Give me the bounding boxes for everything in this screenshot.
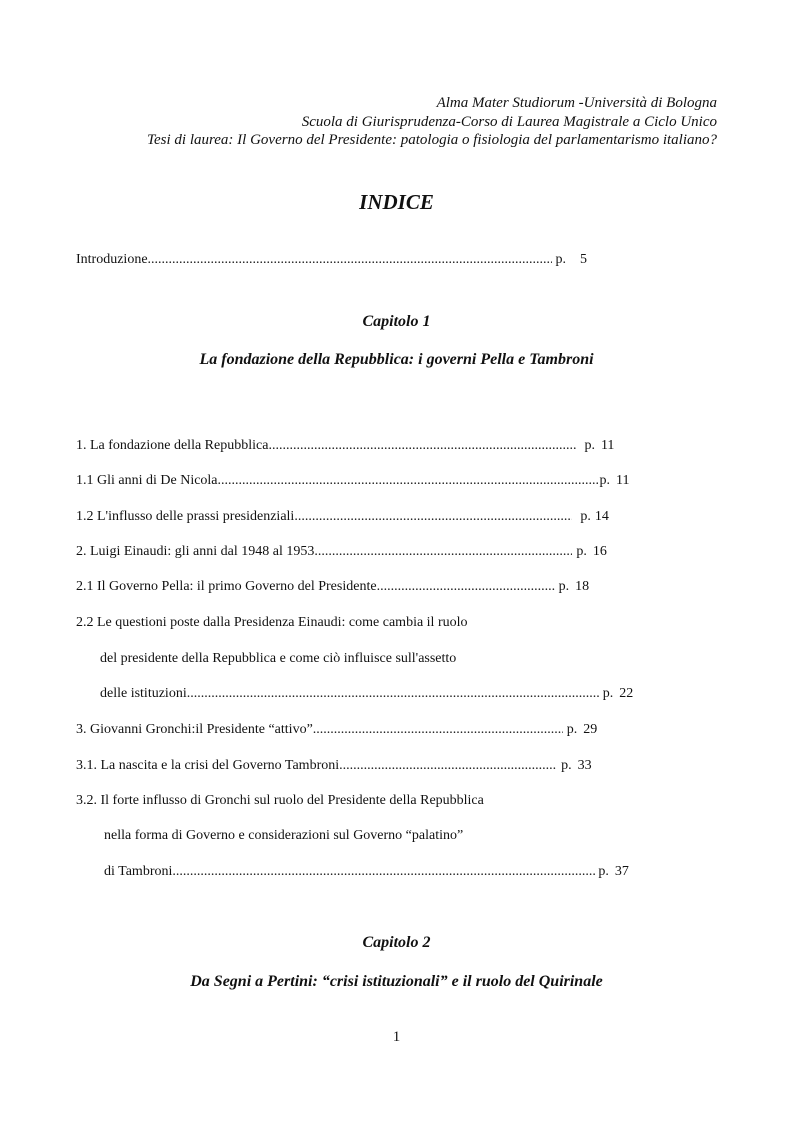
chapter-1-number: Capitolo 1	[362, 313, 431, 330]
toc-leader-dots	[218, 471, 598, 491]
toc-entry[interactable]	[104, 862, 664, 882]
toc-entry[interactable]	[100, 684, 666, 704]
toc-page-prefix: p.	[561, 758, 572, 773]
toc-page-prefix: p.	[598, 864, 609, 879]
page-number: 1	[392, 1029, 401, 1045]
toc-entry[interactable]	[76, 507, 666, 527]
toc-leader-dots	[377, 577, 555, 597]
toc-page-prefix: p.	[602, 686, 614, 701]
toc-page-number: 11	[600, 438, 615, 453]
toc-page-prefix: p.	[599, 473, 611, 488]
toc-leader-dots	[172, 862, 596, 882]
toc-page-prefix: p.	[555, 252, 567, 267]
header-school: Scuola di Giurisprudenza-Corso di Laurea Magistrale a Ciclo Unico	[301, 113, 717, 130]
document-header	[147, 94, 717, 150]
toc-entry-label: 1. La fondazione della Repubblica	[76, 438, 269, 453]
toc-entry-continued-line: del presidente della Repubblica e come ciò influisce sull'assetto	[100, 651, 457, 666]
toc-page-prefix: p.	[580, 509, 591, 524]
toc-entry[interactable]	[76, 756, 666, 776]
toc-page-number: 33	[577, 758, 592, 773]
chapter-1-title: La fondazione della Repubblica: i governi Pella e Tambroni	[199, 351, 594, 368]
toc-entry[interactable]	[76, 577, 666, 597]
toc-entry-label: 1.1 Gli anni di De Nicola	[76, 473, 218, 488]
chapter-2-number: Capitolo 2	[362, 934, 431, 951]
toc-entry[interactable]	[76, 471, 671, 491]
toc-entry-continued-line: 3.2. Il forte influsso di Gronchi sul ruolo del Presidente della Repubblica	[76, 793, 484, 808]
toc-page-number: 37	[614, 864, 629, 879]
toc-entry[interactable]	[76, 436, 666, 456]
header-university: Alma Mater Studiorum -Università di Bologna	[436, 95, 717, 111]
index-title: INDICE	[359, 190, 434, 214]
toc-leader-dots	[339, 756, 557, 776]
toc-entry-label: di Tambroni	[104, 864, 173, 879]
toc-entry-label: 2.1 Il Governo Pella: il primo Governo del Presidente	[76, 579, 377, 594]
toc-entry-label: 2. Luigi Einaudi: gli anni dal 1948 al 1953	[76, 544, 315, 559]
toc-entry-label: 3. Giovanni Gronchi:il Presidente “attivo”	[76, 722, 313, 737]
toc-entry[interactable]	[76, 720, 666, 740]
toc-entry-label: 1.2 L'influsso delle prassi presidenziali	[76, 509, 295, 524]
toc-page-number: 16	[592, 544, 607, 559]
toc-page-number: 11	[616, 473, 630, 488]
toc-leader-dots	[294, 507, 572, 527]
toc-page-number: 22	[619, 686, 634, 701]
toc-entry-continued-line: 2.2 Le questioni poste dalla Presidenza Einaudi: come cambia il ruolo	[76, 615, 468, 630]
toc-entry-intro[interactable]	[76, 250, 616, 270]
toc-page-prefix: p.	[584, 438, 595, 453]
toc-entry[interactable]	[76, 542, 666, 562]
toc-page-prefix: p.	[576, 544, 587, 559]
toc-entry-label: 3.1. La nascita e la crisi del Governo Tambroni	[76, 758, 340, 773]
header-thesis-title: Tesi di laurea: Il Governo del Presidente: patologia o fisiologia del parlamentarismo italiano?	[147, 132, 717, 148]
toc-entry-continued-line: nella forma di Governo e considerazioni sul Governo “palatino”	[104, 828, 464, 843]
toc-page-number: 5	[580, 252, 588, 267]
toc-page-prefix: p.	[558, 579, 570, 594]
toc-leader-dots	[268, 436, 576, 456]
toc-leader-dots	[313, 720, 563, 740]
toc-page-prefix: p.	[566, 722, 578, 737]
toc-leader-dots	[187, 684, 599, 704]
toc-entry-label: delle istituzioni	[100, 686, 187, 701]
chapter-2-title: Da Segni a Pertini: “crisi istituzionali” e il ruolo del Quirinale	[190, 973, 603, 990]
toc-leader-dots	[314, 542, 572, 562]
toc-page-number: 18	[575, 579, 590, 594]
toc-page-number: 29	[583, 722, 598, 737]
toc-entry-label: Introduzione	[76, 252, 148, 267]
toc-leader-dots	[148, 250, 552, 270]
toc-page-number: 14	[594, 509, 609, 524]
